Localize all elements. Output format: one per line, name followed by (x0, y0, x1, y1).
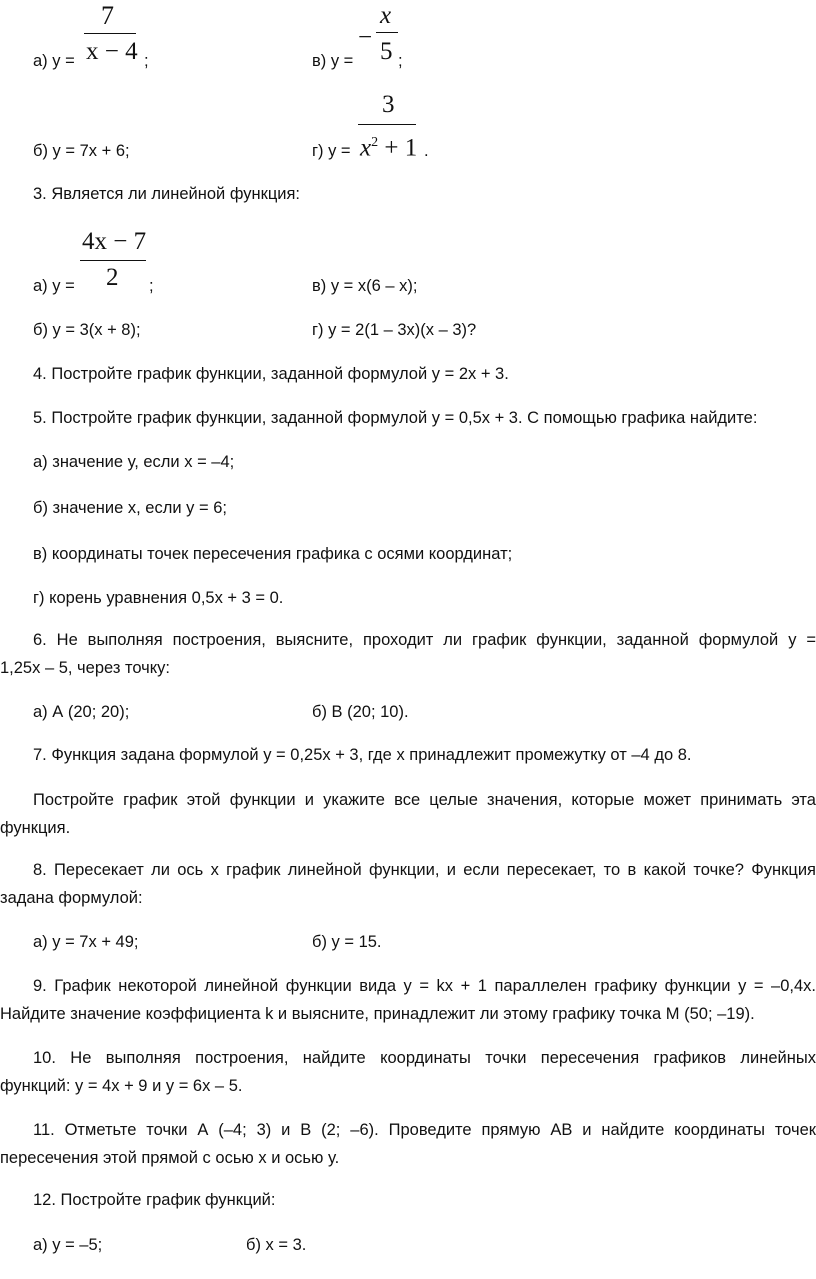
q12-item-b: б) х = 3. (246, 1236, 307, 1254)
q7-line-2: Постройте график этой функции и укажите все целые значения, которые может принимать эта (33, 791, 816, 809)
q11-paragraph (0, 1116, 816, 1172)
q3-frac-bar (80, 260, 146, 261)
frac2-numerator: x (380, 2, 392, 29)
q5-item-g: г) корень уравнения 0,5х + 3 = 0. (33, 589, 284, 607)
q12-title: 12. Постройте график функций: (33, 1191, 276, 1209)
frac3-denominator (360, 129, 417, 162)
q10-line-1: 10. Не выполняя построения, найдите координаты точки пересечения графиков линейных (33, 1049, 816, 1067)
q3-semicolon: ; (149, 277, 154, 295)
frac2-minus: − (358, 24, 373, 51)
q6-paragraph (0, 626, 816, 682)
q7-line-3: функция. (0, 819, 71, 837)
q9-line-2: Найдите значение коэффициента k и выясните, принадлежит ли этому графику точка М (50; –19). (0, 1005, 755, 1023)
frac2-denominator: 5 (380, 38, 393, 65)
q5-item-b: б) значение х, если у = 6; (33, 499, 227, 517)
item-g-label: г) у = (312, 142, 351, 160)
q9-paragraph (0, 972, 816, 1028)
frac3-den-tail: + 1 (378, 134, 418, 162)
q4-text: 4. Постройте график функции, заданной формулой у = 2х + 3. (33, 365, 509, 383)
q3-frac-numerator: 4x − 7 (82, 228, 147, 255)
q6-line-2: 1,25х – 5, через точку: (0, 659, 170, 677)
q8-line-1: 8. Пересекает ли ось х график линейной функции, и если пересекает, то в какой точке? Функция (33, 861, 816, 879)
q9-line-1: 9. График некоторой линейной функции вида у = kх + 1 параллелен графику функции у = –0,4х. (33, 977, 816, 995)
q10-paragraph (0, 1044, 816, 1100)
q3-item-b: б) у = 3(х + 8); (33, 321, 141, 339)
q3-item-g: г) у = 2(1 – 3х)(х – 3)? (312, 321, 477, 339)
q3-title: 3. Является ли линейной функция: (33, 185, 301, 203)
q8-item-a: а) у = 7х + 49; (33, 933, 139, 951)
period: . (424, 142, 429, 160)
q3-item-v: в) у = х(6 – х); (312, 277, 418, 295)
q12-item-a: а) у = –5; (33, 1236, 103, 1254)
q6-line-1: 6. Не выполняя построения, выясните, проходит ли график функции, заданной формулой у = (33, 631, 816, 649)
q8-line-2: задана формулой: (0, 889, 143, 907)
q11-line-1: 11. Отметьте точки А (–4; 3) и В (2; –6). Проведите прямую АВ и найдите координаты точек (33, 1121, 816, 1139)
frac3-exponent: 2 (371, 135, 379, 150)
q10-line-2: функций: у = 4х + 9 и у = 6х – 5. (0, 1077, 243, 1095)
frac1-bar (84, 33, 136, 34)
frac3-bar (358, 124, 416, 125)
q5-item-a: а) значение у, если х = –4; (33, 453, 235, 471)
q3-item-a-label: а) у = (33, 277, 75, 295)
q7-paragraph (0, 786, 816, 842)
q7-line-1: 7. Функция задана формулой у = 0,25х + 3, где х принадлежит промежутку от –4 до 8. (33, 746, 692, 764)
frac1-denominator: x − 4 (86, 38, 138, 65)
item-a-label: а) у = (33, 52, 75, 70)
q11-line-2: пересечения этой прямой с осью х и осью у. (0, 1149, 340, 1167)
q3-frac-denominator: 2 (106, 264, 119, 291)
q8-item-b: б) у = 15. (312, 933, 382, 951)
frac3-var: x (360, 134, 372, 162)
frac2-bar (376, 32, 398, 33)
semicolon-2: ; (398, 52, 403, 70)
q6-item-a: а) А (20; 20); (33, 703, 130, 721)
frac1-numerator: 7 (101, 1, 114, 30)
q6-item-b: б) В (20; 10). (312, 703, 409, 721)
semicolon-1: ; (144, 52, 149, 70)
item-v-label: в) у = (312, 52, 354, 70)
q5-title: 5. Постройте график функции, заданной формулой у = 0,5х + 3. С помощью графика найдите: (33, 409, 758, 427)
frac3-numerator: 3 (382, 91, 395, 118)
item-b-label: б) у = 7х + 6; (33, 142, 130, 160)
q5-item-v: в) координаты точек пересечения графика с осями координат; (33, 545, 513, 563)
q8-paragraph (0, 856, 816, 912)
